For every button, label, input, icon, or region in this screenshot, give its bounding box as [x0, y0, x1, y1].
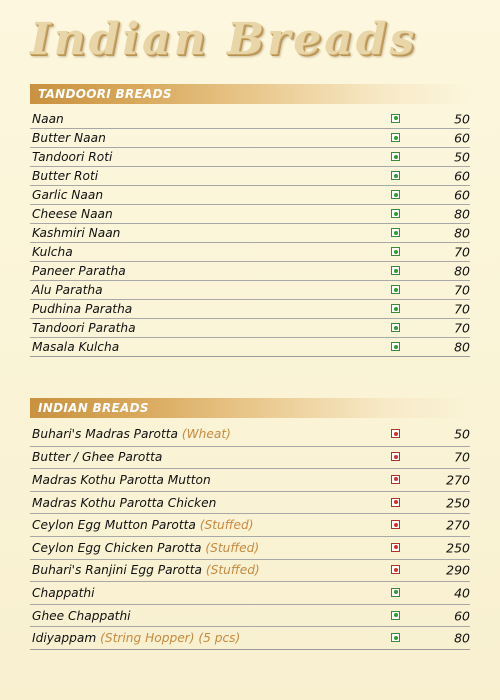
menu-item-row	[30, 337, 470, 356]
non-veg-icon	[391, 498, 400, 507]
non-veg-icon	[391, 543, 400, 552]
menu-item-row	[30, 280, 470, 299]
menu-item-row	[30, 204, 470, 223]
veg-icon	[391, 323, 400, 332]
item-name	[32, 473, 211, 487]
menu-list	[30, 423, 470, 650]
veg-icon	[391, 285, 400, 294]
item-price: 60	[454, 168, 470, 184]
veg-icon	[391, 247, 400, 256]
non-veg-icon	[391, 475, 400, 484]
item-name	[32, 226, 120, 240]
item-name-text: Buhari's Madras Parotta	[32, 427, 178, 442]
menu-item-row	[30, 536, 470, 559]
item-price: 80	[454, 225, 470, 241]
veg-icon	[391, 114, 400, 123]
non-veg-icon	[391, 520, 400, 529]
menu-list	[30, 109, 470, 357]
item-name	[32, 245, 73, 259]
item-name	[32, 302, 132, 316]
item-price: 60	[454, 130, 470, 146]
item-price: 250	[446, 495, 470, 511]
item-price: 70	[454, 244, 470, 260]
item-name	[32, 150, 112, 164]
veg-icon	[391, 171, 400, 180]
item-name-text: Pudhina Paratha	[32, 302, 133, 316]
item-name-text: Chappathi	[32, 585, 95, 600]
menu-item-row	[30, 559, 470, 582]
veg-icon	[391, 228, 400, 237]
menu-item-row	[30, 299, 470, 318]
item-price: 80	[454, 630, 470, 646]
item-note: (Stuffed)	[199, 518, 254, 533]
item-name	[32, 518, 254, 532]
item-price: 50	[454, 426, 470, 442]
item-name	[32, 496, 216, 510]
non-veg-icon	[391, 565, 400, 574]
veg-icon	[391, 611, 400, 620]
item-name-text: Paneer Paratha	[32, 264, 126, 278]
item-name	[32, 264, 126, 278]
section-header: TANDOORI BREADS	[30, 84, 470, 104]
item-price: 70	[454, 320, 470, 336]
item-name-text: Ceylon Egg Chicken Parotta	[32, 540, 202, 555]
item-price: 270	[446, 472, 470, 488]
item-name-text: Buhari's Ranjini Egg Parotta	[32, 563, 203, 578]
section-tandoori-breads	[30, 84, 470, 357]
item-price: 250	[446, 540, 470, 556]
item-name-text: Kulcha	[32, 245, 73, 259]
item-name	[32, 340, 119, 354]
menu-item-row	[30, 626, 470, 649]
item-name	[32, 450, 162, 464]
veg-icon	[391, 588, 400, 597]
item-price: 80	[454, 339, 470, 355]
menu-item-row	[30, 513, 470, 536]
menu-item-row	[30, 446, 470, 469]
item-name	[32, 188, 103, 202]
veg-icon	[391, 190, 400, 199]
veg-icon	[391, 342, 400, 351]
item-price: 70	[454, 301, 470, 317]
section-header: INDIAN BREADS	[30, 398, 470, 418]
item-name-text: Ghee Chappathi	[32, 608, 131, 623]
menu-item-row	[30, 185, 470, 204]
veg-icon	[391, 209, 400, 218]
veg-icon	[391, 266, 400, 275]
item-note: (Stuffed)	[205, 540, 260, 555]
non-veg-icon	[391, 452, 400, 461]
menu-item-row	[30, 261, 470, 280]
item-name	[32, 541, 259, 555]
item-price: 40	[454, 585, 470, 601]
item-name-text: Tandoori Roti	[32, 150, 113, 164]
non-veg-icon	[391, 429, 400, 438]
item-name	[32, 321, 136, 335]
section-indian-breads	[30, 398, 470, 650]
item-name-text: Alu Paratha	[32, 283, 103, 297]
menu-item-row	[30, 128, 470, 147]
item-price: 70	[454, 449, 470, 465]
item-note: (Wheat)	[181, 427, 231, 442]
item-price: 70	[454, 282, 470, 298]
menu-item-row	[30, 581, 470, 604]
item-name-text: Kashmiri Naan	[32, 226, 121, 240]
item-price: 60	[454, 608, 470, 624]
item-name-text: Madras Kothu Parotta Mutton	[32, 472, 211, 487]
veg-icon	[391, 633, 400, 642]
item-name	[32, 609, 131, 623]
item-name-text: Idiyappam	[32, 631, 97, 646]
item-price: 80	[454, 206, 470, 222]
page-title: Indian Breads	[30, 14, 418, 65]
menu-item-row	[30, 147, 470, 166]
item-name	[32, 631, 240, 645]
item-name	[32, 131, 106, 145]
item-name-text: Cheese Naan	[32, 207, 113, 221]
item-name-text: Naan	[32, 111, 64, 126]
item-name-text: Madras Kothu Parotta Chicken	[32, 495, 217, 510]
item-price: 50	[454, 149, 470, 165]
item-name	[32, 427, 231, 441]
menu-item-row	[30, 491, 470, 514]
item-price: 290	[446, 562, 470, 578]
item-name-text: Tandoori Paratha	[32, 321, 136, 335]
item-name-text: Garlic Naan	[32, 188, 104, 202]
item-name-text: Masala Kulcha	[32, 340, 120, 354]
menu-item-row	[30, 423, 470, 446]
item-note: (Stuffed)	[205, 563, 260, 578]
item-name	[32, 207, 113, 221]
veg-icon	[391, 152, 400, 161]
item-name	[32, 586, 95, 600]
item-price: 60	[454, 187, 470, 203]
menu-item-row	[30, 223, 470, 242]
veg-icon	[391, 133, 400, 142]
menu-item-row	[30, 166, 470, 185]
item-name-text: Ceylon Egg Mutton Parotta	[32, 518, 196, 533]
menu-item-row	[30, 109, 470, 128]
item-price: 80	[454, 263, 470, 279]
veg-icon	[391, 304, 400, 313]
item-price: 270	[446, 517, 470, 533]
item-name-text: Butter / Ghee Parotta	[32, 450, 163, 465]
item-name-text: Butter Naan	[32, 131, 106, 145]
menu-item-row	[30, 318, 470, 337]
item-note: (String Hopper) (5 pcs)	[100, 631, 241, 646]
item-name	[32, 112, 64, 126]
item-name	[32, 169, 98, 183]
menu-item-row	[30, 242, 470, 261]
menu-item-row	[30, 604, 470, 627]
item-name-text: Butter Roti	[32, 169, 99, 183]
item-name	[32, 283, 103, 297]
item-name	[32, 563, 260, 577]
item-price: 50	[454, 111, 470, 126]
menu-item-row	[30, 468, 470, 491]
